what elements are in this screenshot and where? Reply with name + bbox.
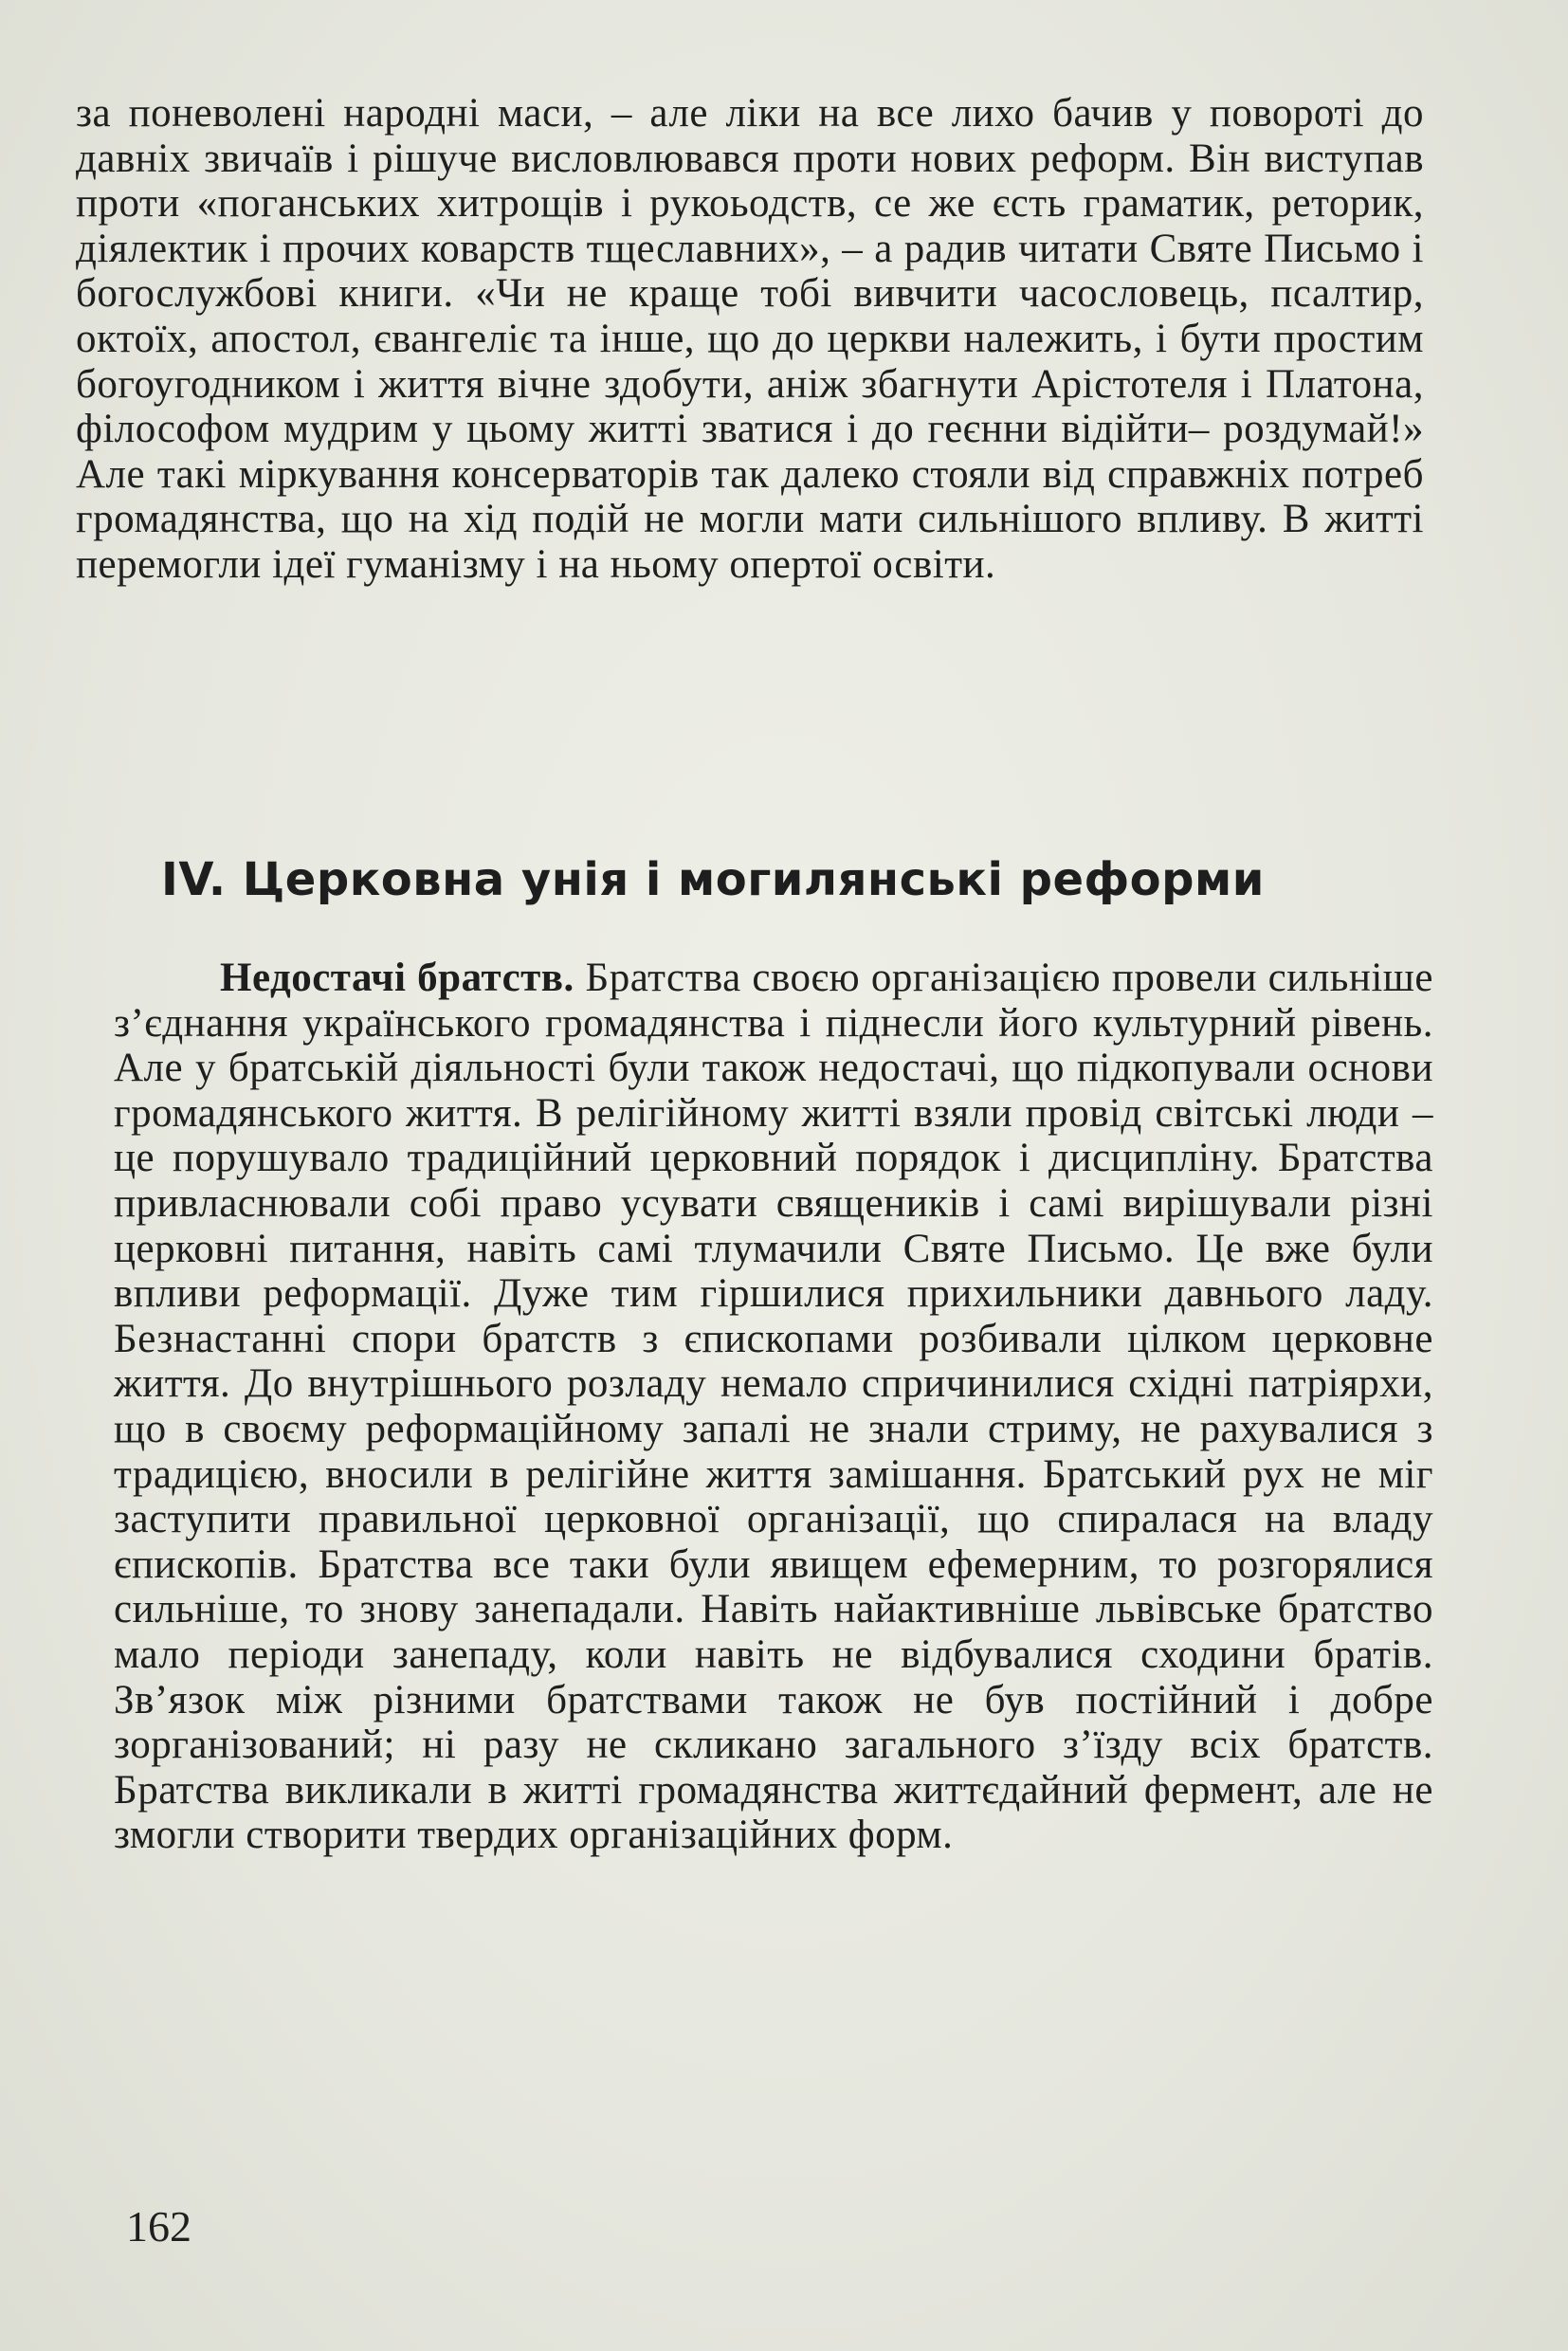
- subsection-title: Недостачі братств.: [220, 956, 574, 1000]
- body-paragraph-section: [114, 956, 1433, 1858]
- spacer: [574, 956, 586, 1000]
- page-number: 162: [126, 2202, 191, 2251]
- body-paragraph-continued: за поневолені народні маси, – але ліки на все лихо бачив у повороті до давніх звичаїв і рішуче висловлювався проти нових реформ. Він виступав проти «поганських хитрощів і рукоьодств, се же єсть граматик, реторик, діялектик і прочих коварств тщеславних», – а радив читати Святе Письмо і богослужбові книги. «Чи не краще тобі вивчити часословець, псалтир, октоїх, апостол, євангеліє та інше, що до церкви належить, і бути простим богоугодником і життя вічне здобути, аніж збагнути Арістотеля і Платона, філософом мудрим у цьому житті зватися і до геєнни відійти– роздумай!» Але такі міркування консерваторів так далеко стояли від справжніх потреб громадянства, що на хід подій не могли мати сильнішого впливу. В житті перемогли ідеї гуманізму і на ньому опертої освіти.: [76, 91, 1424, 587]
- section-paragraph-text: Братства своєю організацією провели сильніше з’єднання українського громадянства і піднесли його культурний рівень. Але у братській діяльності були також недостачі, що підкопували основи громадянського життя. В релігійному житті взяли провід світські люди – це порушувало традиційний церковний порядок і дисципліну. Братства привласнювали собі право усувати священиків і самі вирішували різні церковні питання, навіть самі тлумачили Святе Письмо. Це вже були впливи реформації. Дуже тим гіршилися прихильники давнього ладу. Безнастанні спори братств з єпископами розбивали цілком церковне життя. До внутрішнього розладу немало спричинилися східні патріярхи, що в своєму реформаційному запалі не знали стриму, не рахувалися з традицією, вносили в релігійне життя замішання. Братський рух не міг заступити правильної церковної організації, що спиралася на владу єпископів. Братства все таки були явищем ефемерним, то розгорялися сильніше, то знову занепадали. Навіть найактивніше львівське братство мало періоди занепаду, коли навіть не відбувалися сходини братів. Зв’язок між різними братствами також не був постійний і добре зорганізований; ні разу не скликано загального з’їзду всіх братств. Братства викликали в житті громадянства життєдайний фермент, але не змогли створити твердих організаційних форм.: [114, 956, 1433, 1858]
- section-heading: IV. Церковна унія і могилянські реформи: [161, 853, 1265, 906]
